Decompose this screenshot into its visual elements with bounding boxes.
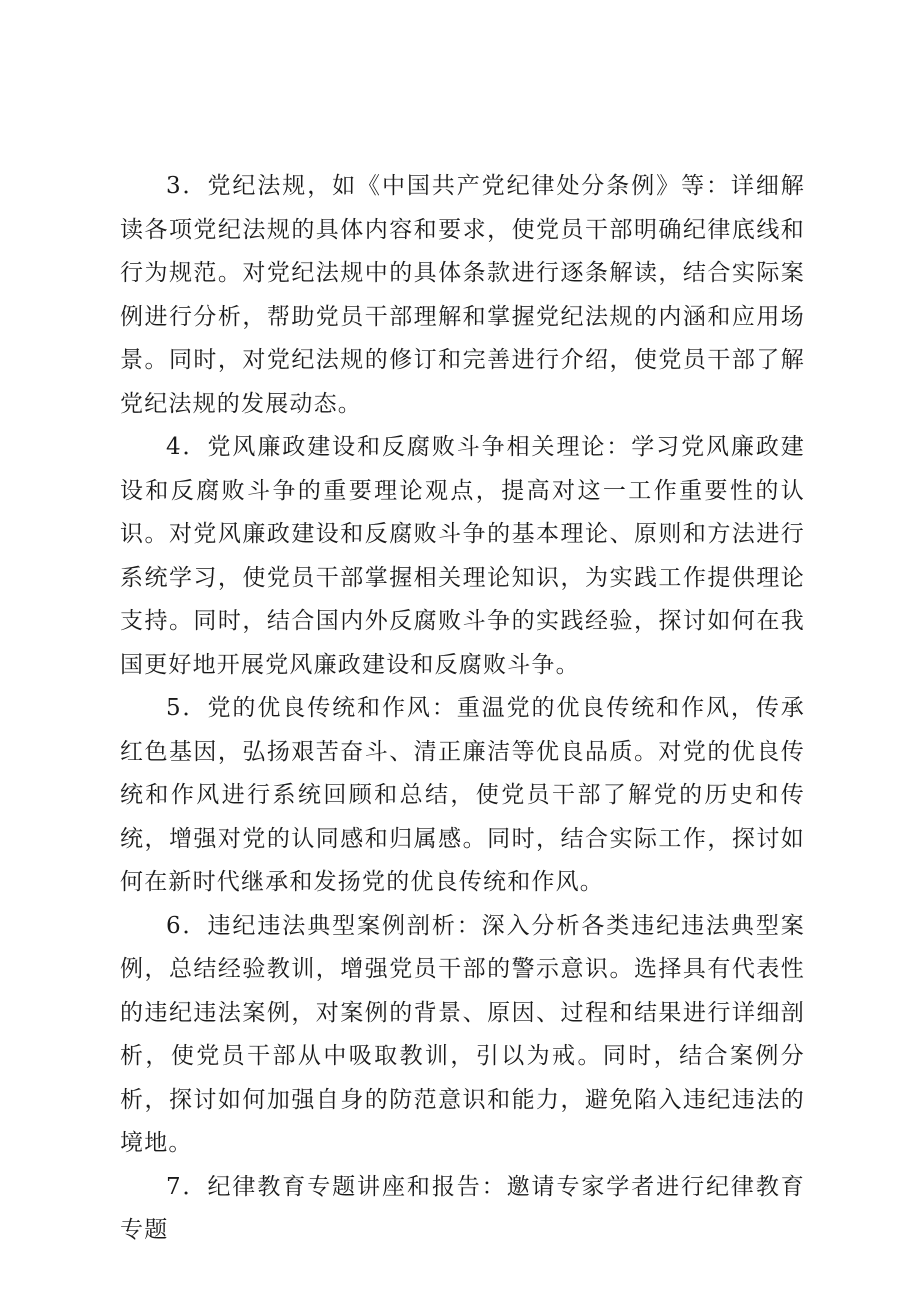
document-body — [120, 165, 805, 1253]
paragraph-3: 3．党纪法规，如《中国共产党纪律处分条例》等：详细解读各项党纪法规的具体内容和要求，使党员干部明确纪律底线和行为规范。对党纪法规中的具体条款进行逐条解读，结合实际案例进行分析，帮助党员干部理解和掌握党纪法规的内涵和应用场景。同时，对党纪法规的修订和完善进行介绍，使党员干部了解党纪法规的发展动态。 — [120, 173, 805, 417]
paragraph-7: 7．纪律教育专题讲座和报告：邀请专家学者进行纪律教育专题 — [120, 1173, 805, 1243]
paragraph-4: 4．党风廉政建设和反腐败斗争相关理论：学习党风廉政建设和反腐败斗争的重要理论观点，提高对这一工作重要性的认识。对党风廉政建设和反腐败斗争的基本理论、原则和方法进行系统学习，使党员干部掌握相关理论知识，为实践工作提供理论支持。同时，结合国内外反腐败斗争的实践经验，探讨如何在我国更好地开展党风廉政建设和反腐败斗争。 — [120, 434, 805, 678]
paragraph-6: 6．违纪违法典型案例剖析：深入分析各类违纪违法典型案例，总结经验教训，增强党员干部的警示意识。选择具有代表性的违纪违法案例，对案例的背景、原因、过程和结果进行详细剖析，使党员干部从中吸取教训，引以为戒。同时，结合案例分析，探讨如何加强自身的防范意识和能力，避免陷入违纪违法的境地。 — [120, 912, 805, 1156]
paragraph-5: 5．党的优良传统和作风：重温党的优良传统和作风，传承红色基因，弘扬艰苦奋斗、清正廉洁等优良品质。对党的优良传统和作风进行系统回顾和总结，使党员干部了解党的历史和传统，增强对党的认同感和归属感。同时，结合实际工作，探讨如何在新时代继承和发扬党的优良传统和作风。 — [120, 695, 805, 895]
